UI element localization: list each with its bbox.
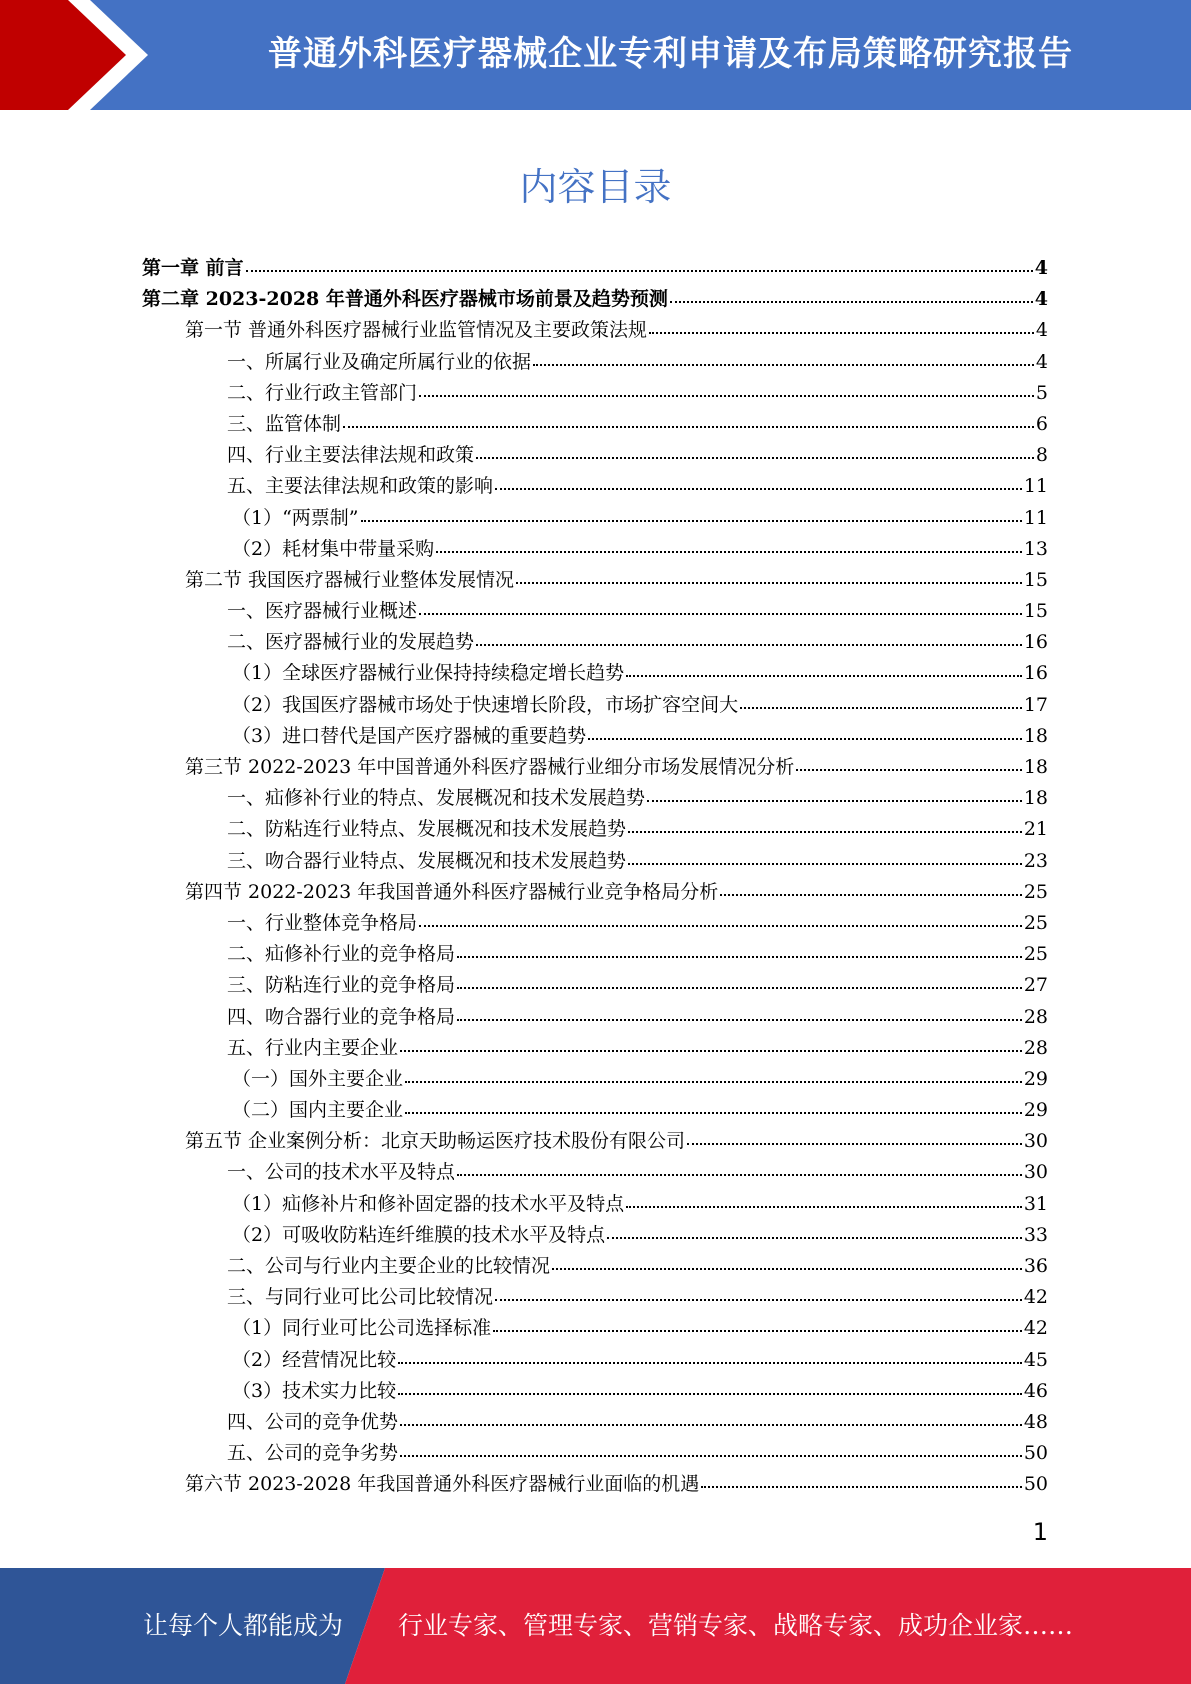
toc-entry-label: 一、行业整体竞争格局 [227,911,418,934]
toc-entry-label: （一）国外主要企业 [232,1067,404,1090]
toc-entry-page: 16 [1023,662,1048,685]
page-number: 1 [1032,1518,1048,1546]
toc-entry-label: 四、吻合器行业的竞争格局 [227,1005,456,1028]
page-footer [0,1568,1191,1684]
toc-entry-label: （3）技术实力比较 [232,1379,397,1402]
toc-entry-label: 二、医疗器械行业的发展趋势 [227,631,475,654]
toc-dot-leader [400,1423,1022,1426]
toc-entry[interactable] [142,253,1048,284]
toc-entry-page: 27 [1023,974,1048,997]
toc-dot-leader [552,1267,1022,1270]
toc-dot-leader [740,706,1022,709]
toc-entry-label: （1）同行业可比公司选择标准 [232,1317,492,1340]
toc-entry-label: 一、所属行业及确定所属行业的依据 [227,350,532,373]
toc-entry-label: （2）可吸收防粘连纤维膜的技术水平及特点 [232,1223,606,1246]
toc-dot-leader [398,1392,1022,1395]
toc-entry[interactable] [142,939,1048,970]
toc-entry-page: 45 [1023,1348,1048,1371]
toc-entry-label: 第一章 前言 [142,257,244,279]
toc-entry[interactable] [142,596,1048,627]
toc-dot-leader [588,737,1022,740]
toc-entry[interactable] [142,627,1048,658]
toc-dot-leader [493,1329,1022,1332]
toc-dot-leader [436,550,1022,553]
toc-entry-page: 46 [1023,1379,1048,1402]
toc-entry-page: 33 [1023,1223,1048,1246]
toc-dot-leader [476,456,1034,459]
toc-dot-leader [647,799,1022,802]
toc-entry[interactable] [142,908,1048,939]
toc-dot-leader [701,1485,1022,1488]
toc-entry-label: （2）我国医疗器械市场处于快速增长阶段，市场扩容空间大 [232,693,739,716]
table-of-contents [142,253,1048,1501]
toc-entry-label: 二、防粘连行业特点、发展概况和技术发展趋势 [227,818,627,841]
toc-entry-page: 48 [1023,1410,1048,1433]
toc-entry[interactable] [142,1282,1048,1313]
toc-entry[interactable] [142,1002,1048,1033]
toc-dot-leader [670,300,1033,303]
toc-entry-label: 三、吻合器行业特点、发展概况和技术发展趋势 [227,849,627,872]
toc-dot-leader [626,1205,1022,1208]
toc-dot-leader [796,768,1022,771]
toc-entry[interactable] [142,284,1048,315]
toc-dot-leader [405,1080,1022,1083]
toc-entry[interactable] [142,378,1048,409]
toc-entry[interactable] [142,1157,1048,1188]
toc-entry-page: 5 [1035,381,1048,404]
toc-entry-page: 17 [1023,693,1048,716]
toc-entry-label: 四、公司的竞争优势 [227,1410,399,1433]
toc-dot-leader [343,425,1034,428]
toc-entry-label: （1）疝修补片和修补固定器的技术水平及特点 [232,1192,625,1215]
toc-entry[interactable] [142,471,1048,502]
footer-slogan-right: 行业专家、管理专家、营销专家、战略专家、成功企业家…… [398,1611,1074,1640]
toc-entry[interactable] [142,814,1048,845]
toc-entry[interactable] [142,534,1048,565]
toc-entry-page: 25 [1023,911,1048,934]
toc-entry-page: 50 [1023,1473,1048,1496]
toc-entry-page: 50 [1023,1442,1048,1465]
toc-dot-leader [457,986,1022,989]
toc-entry-label: （1）“两票制” [232,506,359,529]
toc-entry-page: 42 [1023,1286,1048,1309]
toc-dot-leader [457,1173,1022,1176]
toc-entry-label: 二、公司与行业内主要企业的比较情况 [227,1255,551,1277]
toc-entry-page: 29 [1023,1067,1048,1090]
toc-entry-page: 23 [1023,849,1048,872]
toc-entry-page: 15 [1023,600,1048,623]
toc-dot-leader [398,1361,1022,1364]
footer-slogan-left: 让每个人都能成为 [143,1611,344,1640]
toc-entry[interactable] [142,1313,1048,1344]
toc-dot-leader [495,487,1022,490]
toc-dot-leader [361,519,1022,522]
toc-entry-page: 25 [1023,880,1048,903]
toc-entry-label: 第四节 2022-2023 年我国普通外科医疗器械行业竞争格局分析 [185,880,719,903]
toc-entry[interactable] [142,409,1048,440]
toc-dot-leader [400,1049,1022,1052]
toc-entry-page: 28 [1023,1005,1048,1028]
toc-dot-leader [405,1111,1022,1114]
toc-dot-leader [419,394,1034,397]
toc-dot-leader [628,862,1022,865]
toc-entry-page: 16 [1023,631,1048,654]
toc-entry-page: 13 [1023,537,1048,560]
toc-entry[interactable] [142,783,1048,814]
toc-dot-leader [457,1018,1022,1021]
toc-entry-page: 4 [1035,319,1048,342]
toc-entry-label: 第一节 普通外科医疗器械行业监管情况及主要政策法规 [185,319,648,342]
toc-entry[interactable] [142,1033,1048,1064]
toc-dot-leader [687,1142,1022,1145]
toc-entry[interactable] [142,1189,1048,1220]
toc-entry-label: 三、与同行业可比公司比较情况 [227,1286,494,1309]
toc-entry-label: 三、防粘连行业的竞争格局 [227,974,456,997]
toc-entry[interactable] [142,315,1048,346]
toc-dot-leader [720,893,1022,896]
toc-entry-label: 第六节 2023-2028 年我国普通外科医疗器械行业面临的机遇 [185,1473,700,1496]
toc-entry[interactable] [142,440,1048,471]
toc-entry-page: 18 [1023,787,1048,810]
toc-entry[interactable] [142,1064,1048,1095]
toc-entry-page: 15 [1023,568,1048,591]
toc-entry-page: 18 [1023,756,1048,778]
toc-entry-page: 4 [1034,288,1048,311]
toc-entry[interactable] [142,1438,1048,1469]
toc-entry-label: 四、行业主要法律法规和政策 [227,444,475,467]
toc-entry[interactable] [142,846,1048,877]
toc-entry-label: 第二节 我国医疗器械行业整体发展情况 [185,568,515,591]
toc-entry-page: 42 [1023,1317,1048,1340]
toc-entry[interactable] [142,1469,1048,1500]
toc-dot-leader [628,830,1022,833]
toc-entry-label: 第二章 2023-2028 年普通外科医疗器械市场前景及趋势预测 [142,288,668,311]
toc-entry-label: （二）国内主要企业 [232,1099,404,1122]
toc-entry[interactable] [142,347,1048,378]
toc-entry[interactable] [142,1407,1048,1438]
toc-dot-leader [400,1454,1022,1457]
toc-entry[interactable] [142,721,1048,752]
toc-entry-label: 第三节 2022-2023 年中国普通外科医疗器械行业细分市场发展情况分析 [185,756,795,778]
toc-entry-label: 五、公司的竞争劣势 [227,1442,399,1465]
toc-entry[interactable] [142,1126,1048,1157]
toc-entry-page: 36 [1023,1255,1048,1277]
toc-entry[interactable] [142,970,1048,1001]
toc-dot-leader [457,955,1022,958]
toc-entry[interactable] [142,877,1048,908]
toc-entry[interactable] [142,1095,1048,1126]
toc-entry-page: 21 [1023,818,1048,841]
toc-entry-page: 30 [1023,1130,1048,1153]
toc-entry-label: 一、疝修补行业的特点、发展概况和技术发展趋势 [227,787,646,810]
toc-entry-label: 五、主要法律法规和政策的影响 [227,475,494,498]
toc-entry[interactable] [142,1345,1048,1376]
toc-dot-leader [246,269,1033,272]
toc-entry-label: 一、医疗器械行业概述 [227,600,418,623]
toc-dot-leader [419,924,1022,927]
toc-entry[interactable] [142,565,1048,596]
toc-entry-page: 28 [1023,1036,1048,1059]
toc-dot-leader [476,643,1022,646]
toc-entry[interactable] [142,503,1048,534]
toc-entry-label: （2）耗材集中带量采购 [232,537,435,560]
toc-entry-page: 31 [1023,1192,1048,1215]
toc-entry-label: 二、行业行政主管部门 [227,381,418,404]
toc-dot-leader [626,674,1022,677]
toc-heading: 内容目录 [519,165,672,209]
toc-entry-page: 6 [1035,412,1048,435]
toc-entry[interactable] [142,658,1048,689]
toc-entry-label: 二、疝修补行业的竞争格局 [227,943,456,966]
toc-entry-page: 25 [1023,943,1048,966]
toc-entry-page: 18 [1023,724,1048,747]
toc-entry-page: 29 [1023,1099,1048,1122]
toc-entry[interactable] [142,752,1048,783]
toc-dot-leader [649,331,1034,334]
toc-entry-label: （1）全球医疗器械行业保持持续稳定增长趋势 [232,662,625,685]
toc-entry-page: 4 [1034,257,1048,279]
toc-entry[interactable] [142,690,1048,721]
toc-entry-label: 五、行业内主要企业 [227,1036,399,1059]
toc-entry[interactable] [142,1251,1048,1282]
toc-entry-page: 8 [1035,444,1048,467]
report-title: 普通外科医疗器械企业专利申请及布局策略研究报告 [268,34,1073,74]
toc-entry-label: 第五节 企业案例分析：北京天助畅运医疗技术股份有限公司 [185,1130,686,1153]
toc-dot-leader [419,612,1022,615]
page-header [0,0,1191,110]
toc-entry-page: 30 [1023,1161,1048,1184]
toc-entry[interactable] [142,1376,1048,1407]
toc-entry[interactable] [142,1220,1048,1251]
toc-entry-label: 三、监管体制 [227,412,342,435]
toc-entry-page: 11 [1023,475,1048,498]
toc-entry-label: （3）进口替代是国产医疗器械的重要趋势 [232,724,587,747]
toc-dot-leader [533,363,1034,366]
toc-entry-label: （2）经营情况比较 [232,1348,397,1371]
toc-dot-leader [495,1298,1022,1301]
toc-entry-label: 一、公司的技术水平及特点 [227,1161,456,1184]
toc-entry-page: 4 [1035,350,1048,373]
toc-dot-leader [516,581,1022,584]
toc-entry-page: 11 [1023,506,1048,529]
toc-dot-leader [607,1236,1022,1239]
